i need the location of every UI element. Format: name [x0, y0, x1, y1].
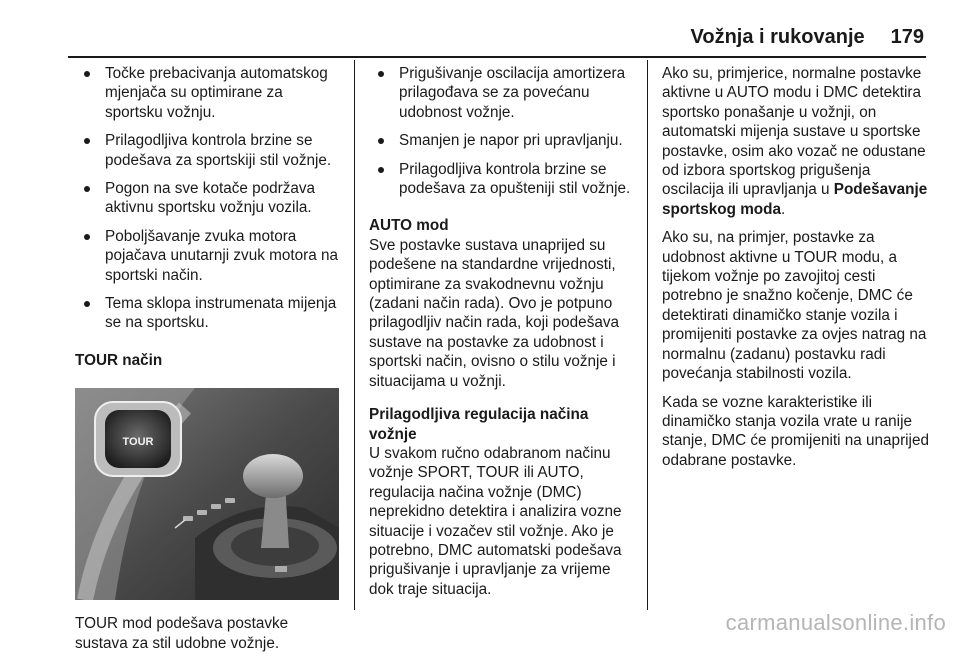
list-item: Pogon na sve kotače podržava aktivnu sportsku vožnju vozila.	[75, 179, 343, 218]
section-title: Vožnja i rukovanje	[690, 26, 865, 48]
list-item: Prigušivanje oscilacija amortizera prilagođava se za povećanu udobnost vožnje.	[369, 64, 639, 122]
list-item: Prilagodljiva kontrola brzine se podešava za sportskiji stil vožnje.	[75, 131, 343, 170]
header-rule	[68, 56, 926, 58]
column-divider-1	[354, 60, 355, 610]
auto-paragraph: Sve postavke sustava unaprijed su podešene na standardne vrijednosti, optimirane za svakodnevnu vožnju (zadani način rada). Ovo je potpuno prilagodljiv način rada, koji podešava sustave na postavke za udobnost i sportski način, ovisno o stilu vožnje i situacijama u vožnji.	[369, 236, 620, 390]
paragraph-tour-example: Ako su, na primjer, postavke za udobnost aktivne u TOUR modu, a tijekom vožnje po zavojitoj cesti potrebno je snažno kočenje, DMC će detektirati dinamičko stanje vozila i promijeniti postavke za ovjes natrag na normalnu (zadanu) postavku radi povećanja stabilnosti vozila.	[662, 229, 927, 383]
figure-caption: TOUR mod podešava postavke sustava za stil udobne vožnje.	[75, 615, 289, 652]
console-illustration	[75, 388, 339, 600]
list-item: Točke prebacivanja automatskog mjenjača su optimirane za sportsku vožnju.	[75, 64, 343, 122]
dmc-heading: Prilagodljiva regulacija načina vožnje	[369, 406, 589, 443]
column-3	[662, 64, 930, 479]
tour-heading: TOUR način	[75, 351, 163, 369]
tour-button-photo	[75, 388, 339, 600]
page-number: 179	[890, 26, 924, 48]
watermark: carmanualsonline.info	[725, 610, 946, 635]
list-item: Prilagodljiva kontrola brzine se podešava za opušteniji stil vožnje.	[369, 160, 639, 199]
list-item: Smanjen je napor pri upravljanju.	[369, 131, 639, 150]
page-header	[691, 26, 925, 54]
paragraph-auto-example	[662, 64, 930, 219]
auto-heading: AUTO mod	[369, 217, 449, 235]
sport-mode-reference: Podešavanje sportskog moda	[662, 181, 928, 218]
column-1	[75, 64, 343, 662]
list-item: Poboljšavanje zvuka motora pojačava unutarnji zvuk motora na sportski način.	[75, 227, 343, 285]
tour-button-label: TOUR	[122, 436, 154, 449]
paragraph-text: Ako su, primjerice, normalne postavke aktivne u AUTO modu i DMC detektira sportsko ponašanje u vožnji, on automatski mijenja sustave u sportske postavke, osim ako vozač ne odustane od izbora sportskog prigušenja oscilacija ili upravljanja u	[662, 65, 926, 199]
dmc-paragraph: U svakom ručno odabranom načinu vožnje SPORT, TOUR ili AUTO, regulacija načina vožnje (DMC) neprekidno detektira i analizira vozne situacije i vozačev stil vožnje. Ako je potrebno, DMC automatski podešava prigušivanje i upravljanje za vrijeme dok traje situacija.	[369, 444, 622, 598]
column-divider-2	[647, 60, 648, 610]
paragraph-end: .	[781, 200, 786, 218]
column-2	[369, 64, 639, 608]
sport-bullet-list	[75, 64, 343, 333]
paragraph-restore: Kada se vozne karakteristike ili dinamičko stanja vozila vrate u ranije stanje, DMC će promijeniti na unaprijed odabrane postavke.	[662, 393, 929, 469]
list-item: Tema sklopa instrumenata mijenja se na sportsku.	[75, 294, 343, 333]
tour-bullet-list	[369, 64, 639, 198]
